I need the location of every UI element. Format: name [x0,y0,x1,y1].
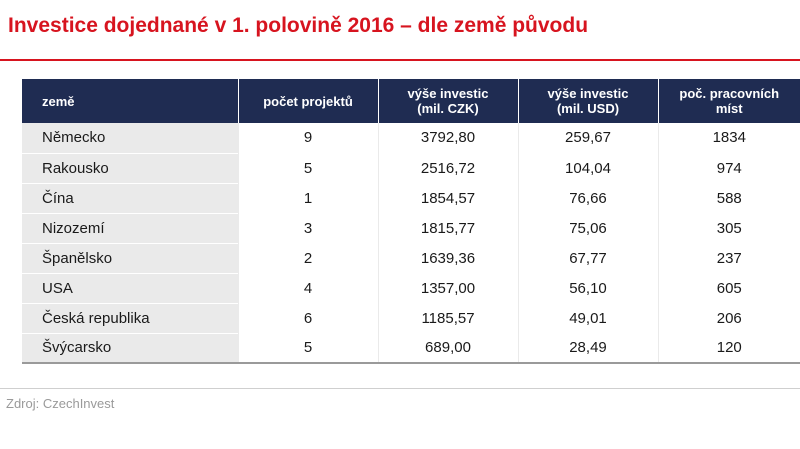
table-row [22,333,800,363]
cell-investment-usd: 49,01 [518,303,658,333]
title-divider [0,59,800,61]
cell-project-count: 5 [238,333,378,363]
cell-country: Německo [22,123,238,153]
cell-investment-usd: 76,66 [518,183,658,213]
cell-jobs: 206 [658,303,800,333]
cell-investment-czk: 1854,57 [378,183,518,213]
header-investment-czk [378,79,518,123]
cell-investment-usd: 28,49 [518,333,658,363]
table-row [22,123,800,153]
cell-project-count: 4 [238,273,378,303]
cell-country: Nizozemí [22,213,238,243]
header-country [22,79,238,123]
cell-investment-czk: 1815,77 [378,213,518,243]
table-row [22,303,800,333]
cell-jobs: 605 [658,273,800,303]
source-note: Zdroj: CzechInvest [6,396,115,411]
cell-investment-usd: 75,06 [518,213,658,243]
cell-country: Španělsko [22,243,238,273]
header-line: výše investic [407,86,489,101]
header-line: poč. pracovních [679,86,780,101]
cell-project-count: 6 [238,303,378,333]
cell-country: Rakousko [22,153,238,183]
header-jobs [658,79,800,123]
header-line: míst [715,101,743,116]
cell-jobs: 305 [658,213,800,243]
cell-project-count: 2 [238,243,378,273]
cell-investment-czk: 2516,72 [378,153,518,183]
chart-title: Investice dojednané v 1. polovině 2016 – dle země původu [8,14,589,37]
cell-investment-czk: 1185,57 [378,303,518,333]
cell-jobs: 974 [658,153,800,183]
cell-investment-czk: 1357,00 [378,273,518,303]
cell-jobs: 237 [658,243,800,273]
cell-investment-usd: 56,10 [518,273,658,303]
table-row [22,213,800,243]
cell-investment-usd: 67,77 [518,243,658,273]
cell-investment-czk: 1639,36 [378,243,518,273]
table-body [22,123,800,363]
cell-country: Česká republika [22,303,238,333]
cell-jobs: 588 [658,183,800,213]
table-row [22,273,800,303]
table-header-row [22,79,800,123]
cell-investment-czk: 689,00 [378,333,518,363]
header-investment-usd [518,79,658,123]
cell-country: USA [22,273,238,303]
cell-project-count: 9 [238,123,378,153]
cell-country: Čína [22,183,238,213]
cell-country: Švýcarsko [22,333,238,363]
source-divider [0,388,800,389]
cell-project-count: 5 [238,153,378,183]
cell-jobs: 120 [658,333,800,363]
header-line: země [42,93,75,109]
header-line: (mil. CZK) [417,101,479,116]
cell-investment-czk: 3792,80 [378,123,518,153]
header-line: (mil. USD) [556,101,620,116]
header-line: výše investic [547,86,629,101]
table-row [22,183,800,213]
cell-investment-usd: 259,67 [518,123,658,153]
cell-project-count: 3 [238,213,378,243]
table-row [22,243,800,273]
investment-table [22,79,800,364]
cell-project-count: 1 [238,183,378,213]
cell-jobs: 1834 [658,123,800,153]
header-line: počet projektů [263,93,353,109]
table-row [22,153,800,183]
header-project-count [238,79,378,123]
cell-investment-usd: 104,04 [518,153,658,183]
